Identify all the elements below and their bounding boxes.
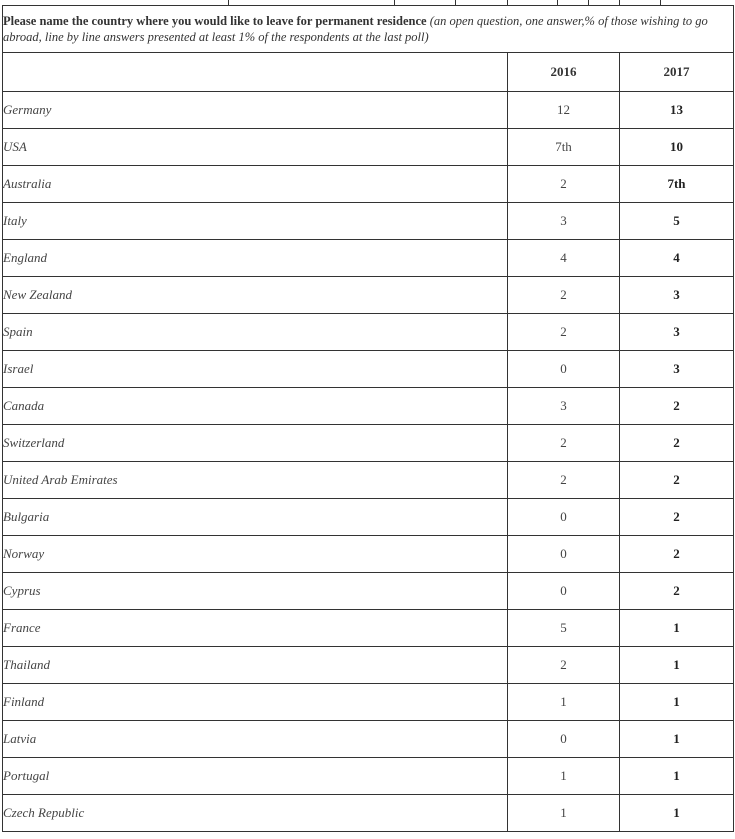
table-row bbox=[3, 166, 734, 203]
value-2017-cell: 1 bbox=[620, 610, 734, 647]
table-row bbox=[3, 388, 734, 425]
table-row bbox=[3, 721, 734, 758]
table-row bbox=[3, 573, 734, 610]
country-cell: Czech Republic bbox=[3, 795, 508, 832]
table-row bbox=[3, 499, 734, 536]
table-row bbox=[3, 684, 734, 721]
value-2016-cell: 2 bbox=[508, 462, 620, 499]
country-cell: Latvia bbox=[3, 721, 508, 758]
country-cell: Australia bbox=[3, 166, 508, 203]
value-2017-cell: 1 bbox=[620, 721, 734, 758]
year-2016-header: 2016 bbox=[508, 53, 620, 92]
table-title bbox=[3, 6, 734, 53]
value-2017-cell: 7th bbox=[620, 166, 734, 203]
value-2016-cell: 12 bbox=[508, 92, 620, 129]
value-2016-cell: 4 bbox=[508, 240, 620, 277]
value-2017-cell: 1 bbox=[620, 795, 734, 832]
country-cell: United Arab Emirates bbox=[3, 462, 508, 499]
country-cell: New Zealand bbox=[3, 277, 508, 314]
value-2017-cell: 13 bbox=[620, 92, 734, 129]
country-cell: Spain bbox=[3, 314, 508, 351]
country-cell: Israel bbox=[3, 351, 508, 388]
value-2017-cell: 2 bbox=[620, 462, 734, 499]
country-cell: Germany bbox=[3, 92, 508, 129]
country-cell: England bbox=[3, 240, 508, 277]
country-cell: Finland bbox=[3, 684, 508, 721]
value-2017-cell: 1 bbox=[620, 758, 734, 795]
table-row bbox=[3, 92, 734, 129]
value-2016-cell: 2 bbox=[508, 647, 620, 684]
country-cell: Cyprus bbox=[3, 573, 508, 610]
country-cell: Italy bbox=[3, 203, 508, 240]
value-2016-cell: 7th bbox=[508, 129, 620, 166]
country-cell: Switzerland bbox=[3, 425, 508, 462]
value-2017-cell: 2 bbox=[620, 388, 734, 425]
value-2016-cell: 3 bbox=[508, 203, 620, 240]
emigration-poll-table bbox=[2, 5, 734, 832]
table-row bbox=[3, 425, 734, 462]
column-header-row bbox=[3, 53, 734, 92]
country-cell: Thailand bbox=[3, 647, 508, 684]
value-2017-cell: 2 bbox=[620, 536, 734, 573]
table-row bbox=[3, 647, 734, 684]
value-2016-cell: 1 bbox=[508, 795, 620, 832]
value-2016-cell: 0 bbox=[508, 536, 620, 573]
country-cell: USA bbox=[3, 129, 508, 166]
table-row bbox=[3, 536, 734, 573]
value-2017-cell: 3 bbox=[620, 277, 734, 314]
value-2017-cell: 2 bbox=[620, 425, 734, 462]
country-cell: France bbox=[3, 610, 508, 647]
value-2016-cell: 0 bbox=[508, 573, 620, 610]
value-2017-cell: 5 bbox=[620, 203, 734, 240]
table-row bbox=[3, 758, 734, 795]
value-2016-cell: 0 bbox=[508, 721, 620, 758]
table-row bbox=[3, 462, 734, 499]
value-2016-cell: 2 bbox=[508, 314, 620, 351]
value-2016-cell: 2 bbox=[508, 425, 620, 462]
table-row bbox=[3, 351, 734, 388]
value-2016-cell: 1 bbox=[508, 684, 620, 721]
country-cell: Norway bbox=[3, 536, 508, 573]
year-2017-header: 2017 bbox=[620, 53, 734, 92]
table-row bbox=[3, 240, 734, 277]
table-row bbox=[3, 277, 734, 314]
table-row bbox=[3, 203, 734, 240]
value-2017-cell: 3 bbox=[620, 351, 734, 388]
value-2016-cell: 1 bbox=[508, 758, 620, 795]
table-row bbox=[3, 610, 734, 647]
value-2017-cell: 1 bbox=[620, 647, 734, 684]
value-2017-cell: 2 bbox=[620, 499, 734, 536]
value-2016-cell: 2 bbox=[508, 166, 620, 203]
value-2017-cell: 2 bbox=[620, 573, 734, 610]
value-2017-cell: 1 bbox=[620, 684, 734, 721]
country-cell: Canada bbox=[3, 388, 508, 425]
table-row bbox=[3, 795, 734, 832]
value-2016-cell: 3 bbox=[508, 388, 620, 425]
value-2017-cell: 10 bbox=[620, 129, 734, 166]
value-2017-cell: 3 bbox=[620, 314, 734, 351]
table-row bbox=[3, 129, 734, 166]
table-row bbox=[3, 314, 734, 351]
value-2016-cell: 0 bbox=[508, 499, 620, 536]
value-2017-cell: 4 bbox=[620, 240, 734, 277]
country-cell: Bulgaria bbox=[3, 499, 508, 536]
table-title-row bbox=[3, 6, 734, 53]
title-note: (an open question, one answer,% of those wishing to go abroad, line by line answers presented at least 1% of the respondents at the last poll) bbox=[3, 14, 708, 44]
title-question: Please name the country where you would like to leave for permanent residence bbox=[3, 14, 427, 28]
country-cell: Portugal bbox=[3, 758, 508, 795]
value-2016-cell: 2 bbox=[508, 277, 620, 314]
value-2016-cell: 0 bbox=[508, 351, 620, 388]
value-2016-cell: 5 bbox=[508, 610, 620, 647]
country-header-cell bbox=[3, 53, 508, 92]
